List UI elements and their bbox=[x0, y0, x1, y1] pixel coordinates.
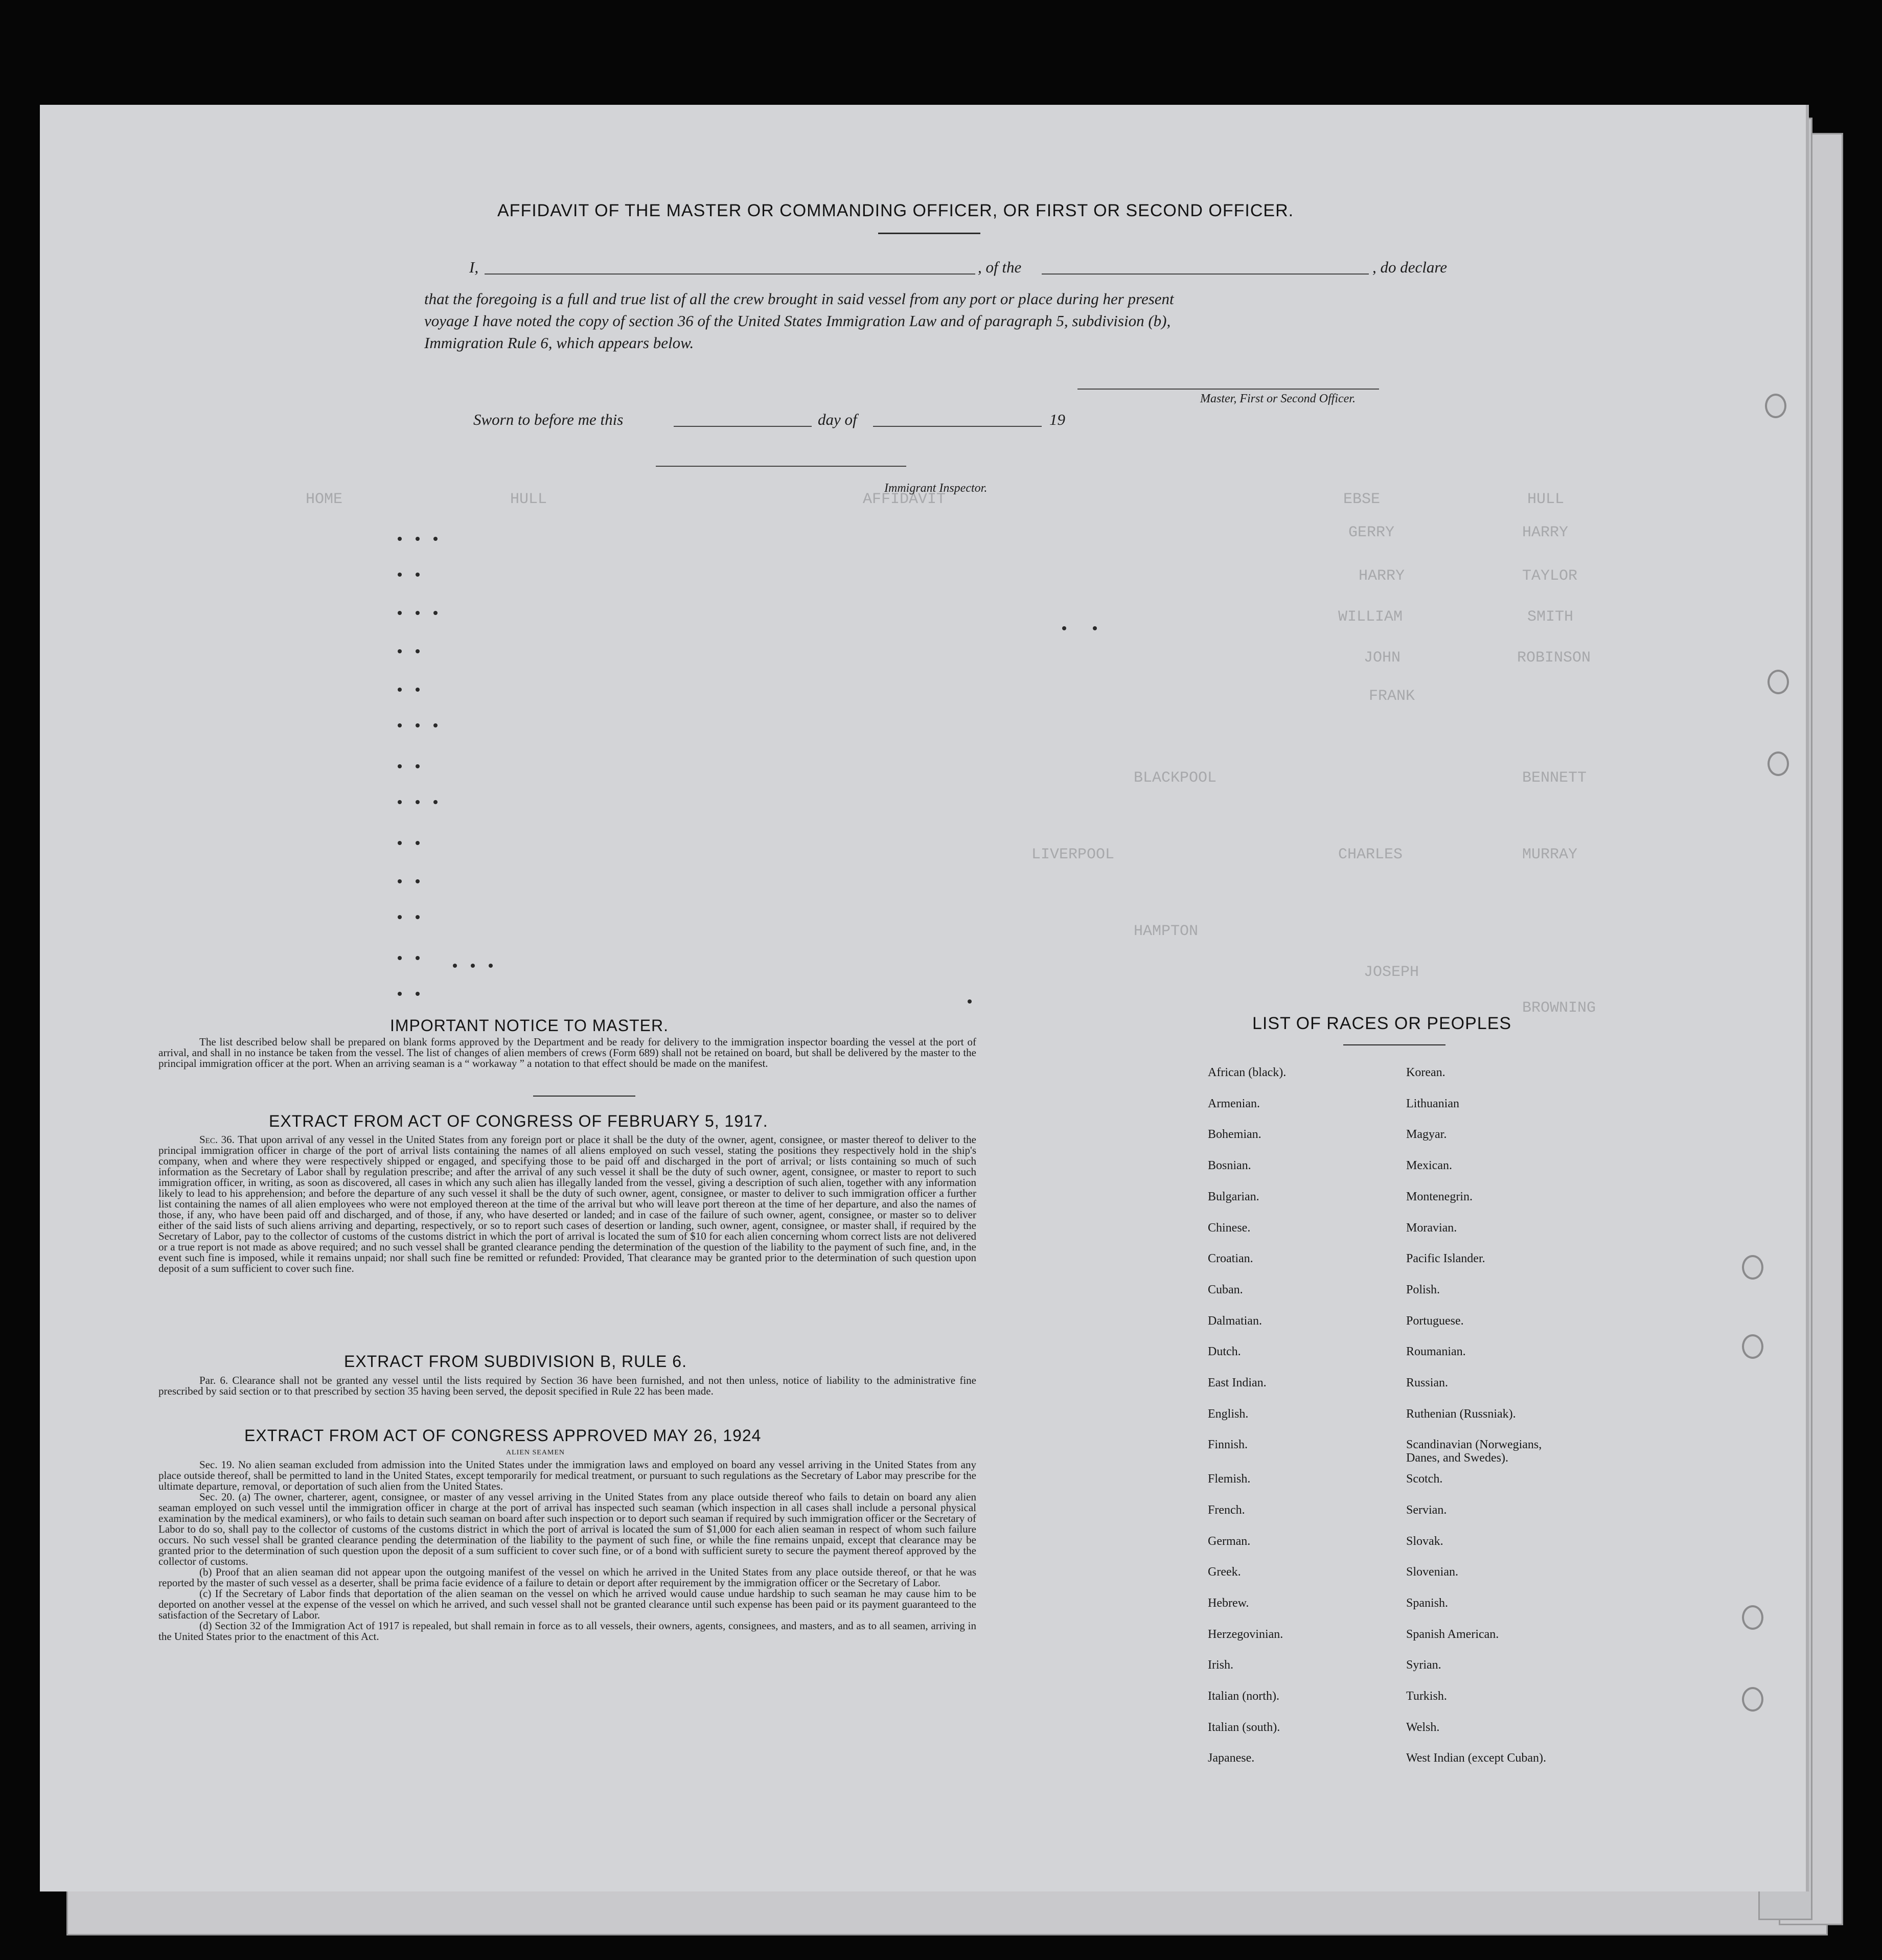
race-item: Spanish. bbox=[1406, 1596, 1449, 1610]
inspector-signature-field[interactable] bbox=[656, 466, 906, 467]
sworn-month-field[interactable] bbox=[873, 426, 1042, 427]
affidavit-line-3: Immigration Rule 6, which appears below. bbox=[424, 334, 694, 352]
affidavit-title-rule bbox=[878, 233, 980, 234]
declarant-name-field[interactable] bbox=[485, 274, 975, 275]
race-item: Lithuanian bbox=[1406, 1097, 1459, 1110]
race-item: French. bbox=[1208, 1503, 1245, 1517]
manifest-page: HOME HULL AFFIDAVIT EBSE HULL GERRY HARRY HARRY TAYLOR WILLIAM SMITH JOHN ROBINSON FRANK BENNETT CHARLES MURRAY BLACKPOOL LIVERPOOL HAMPTON JOSEPH BROWNING AFFIDAVIT OF THE MASTER OR COMMANDING OFFICER, OR FIRST OR SECOND OFFICER. I, , of the , do declare that the foregoing is a full and true list of all the crew brought in said vessel from any port or place during her present voyage I have noted the copy of section 36 of the United States Immigration Law and of paragraph 5, subdivision (b), Immigration Rule 6, which appears below. Master, First or Second Officer. Sworn to before me this day of 19 Immigrant Inspector. IMPORTANT NOTICE TO MASTER. The list described below shall be prepared on blank forms approved by the Department and be ready for delivery to the immigration inspector boarding the vessel at the port of arrival, and shall in no instance be taken from the vessel. The list of changes of alien members of crews (Form 689) shall not be retained on board, but shall be delivered by the master to the principal immigration officer at the port. When an arriving seaman is a “ workaway ” a notation to that effect should be made on the manifest. EXTRACT FROM ACT OF CONGRESS OF FEBRUARY 5, 1917. Sec. 36. That upon arrival of any vessel in the United States from any foreign port or place it shall be the duty of the owner, agent, consignee, or master thereof to deliver to the principal immigration officer in charge of the port of arrival lists containing the names of all aliens employed on such vessel, stating the positions they respectively hold in the ship's company, when and where they were respectively shipped or engaged, and specifying those to be paid off and discharged in the port of arrival; or lists containing so much of such information as the Secretary of Labor shall by regulation prescribe; and after the arrival of any such vessel it shall be the duty of such owner, agent, consignee, or master to report to such immigration officer, in writing, as soon as discovered, all cases in which any such alien has illegally landed from the vessel, giving a description of such alien, together with any information likely to lead to his apprehension; and before the departure of any such vessel it shall be the duty of such owner, agent, consignee, or master to deliver to such immigration officer a further list containing the names of all alien employees who were not employed thereon at the time of the arrival but who will leave port thereon at the time of her departure, and also the names of those, if any, who have been paid off and discharged, and of those, if any, who have deserted or landed; and in case of the failure of such owner, agent, consignee, or master so to deliver either of the said lists of such aliens arriving and departing, respectively, or so to report such cases of desertion or landing, such owner, agent, consignee, or master shall, if required by the Secretary of Labor, pay to the collector of customs of the customs district in which the port of arrival is located the sum of $10 for each alien concerning whom correct lists are not delivered or a true report is not made as above required; and no such vessel shall be granted clearance pending the determination of the question of the liability to the payment of such fine, and, in the event such fine is imposed, while it remains unpaid; nor shall such fine be remitted or refunded: Provided, That clearance may be granted prior to the determination of such question upon deposit of a sum sufficient to cover such fine. EXTRACT FROM SUBDIVISION B, RULE 6. Par. 6. Clearance shall not be granted any vessel until the lists required by Section 36 have been furnished, and not then unless, notice of liability to the administrative fine prescribed by said section or to that prescribed by section 35 having been served, the deposit specified in Rule 22 has been made. EXTRACT FROM ACT OF CONGRESS APPROVED MAY 26, 1924 ALIEN SEAMEN Sec. 19. No alien seaman excluded from admission into the United States under the immigration laws and employed on board any vessel arriving in the United States from any place outside thereof, shall be permitted to land in the United States, except temporarily for medical treatment, or pursuant to such regulations as the Secretary of Labor may prescribe for the ultimate departure, removal, or deportation of such alien from the United States. Sec. 20. (a) The owner, charterer, agent, consignee, or master of any vessel arriving in the United States from any place outside thereof who fails to detain on board any alien seaman employed on such vessel until the immigration officer in charge at the port of arrival has inspected such seaman (which inspection in all cases shall include a personal physical examination by the medical examiners), or who fails to detain such seaman on board after such inspection or to deport such seaman if required by such immigration officer or the Secretary of Labor to do so, shall pay to the collector of customs of the customs district in which the port of arrival is located the sum of $1,000 for each alien seaman in respect of whom such failure occurs. No such vessel shall be granted clearance pending the determination of the liability to the payment of such fine, or while the fine remains unpaid, except that clearance may be granted prior to the determination of such question upon the deposit of a sum sufficient to cover such fine, or of a bond with sufficient surety to secure the payment thereof approved by the collector of customs. (b) Proof that an alien seaman did not appear upon the outgoing manifest of the vessel on which he arrived in the United States from any place outside thereof, or that he was reported by the master of such vessel as a deserter, shall be prima facie evidence of a failure to detain or deport after requirement by the immigration officer or the Secretary of Labor. (c) If the Secretary of Labor finds that deportation of the alien seaman on the vessel on which he arrived would cause undue hardship to such seaman he may cause him to be deported on another vessel at the expense of the vessel on which he arrived, and such vessel shall not be granted clearance until such expense has been paid or its payment guaranteed to the satisfaction of the Secretary of Labor. (d) Section 32 of the Immigration Act of 1917 is repealed, but shall remain in force as to all vessels, their owners, agents, consignees, and masters, and as to all seamen, arriving in the United States prior to the enactment of this Act. LIST OF RACES OR PEOPLES African (black). Armenian. Bohemian. Bosnian. Bulgarian. Chinese. Croatian. Cuban. Dalmatian. Dutch. East Indian. English. Finnish. Flemish. French. German. Greek. Hebrew. Herzegovinian. Irish. Italian (north). Italian (south). Japanese. Korean. Lithuanian Magyar. Mexican. Montenegrin. Moravian. Pacific Islander. Polish. Portuguese. Roumanian. Russian. Ruthenian (Russniak). Scandinavian (Norwegians, Danes, and Swedes). Scotch. Servian. Slovak. Slovenian. Spanish. Spanish American. Syrian. Turkish. Welsh. West Indian (except Cuban). bbox=[40, 105, 1809, 1891]
extract-1924-subtitle: ALIEN SEAMEN bbox=[506, 1449, 565, 1456]
race-item: Mexican. bbox=[1406, 1159, 1452, 1173]
race-item: Pacific Islander. bbox=[1406, 1252, 1485, 1266]
extract-1924-sec20c: (c) If the Secretary of Labor finds that deportation of the alien seaman on the vessel on which he arrived would cause undue hardship to such seaman he may cause him to be deported on another vessel at the expense of the vessel on which he arrived, and such vessel shall not be granted clearance until such expense has been paid or its payment guaranteed to the satisfaction of the Secretary of Labor. bbox=[158, 1587, 976, 1621]
extract-1924-title: EXTRACT FROM ACT OF CONGRESS APPROVED MAY 26, 1924 bbox=[244, 1426, 762, 1445]
race-item: Chinese. bbox=[1208, 1221, 1251, 1235]
race-item: Bosnian. bbox=[1208, 1159, 1251, 1173]
extract-1924-text bbox=[158, 1460, 976, 1642]
sworn-year-label: 19 bbox=[1049, 411, 1065, 428]
punch-hole bbox=[1742, 1334, 1763, 1359]
extract-1917-title: EXTRACT FROM ACT OF CONGRESS OF FEBRUARY 5, 1917. bbox=[269, 1112, 768, 1130]
race-item: Greek. bbox=[1208, 1565, 1241, 1579]
extract-1924-sec20a: Sec. 20. (a) The owner, charterer, agent, consignee, or master of any vessel arriving in the United States from any place outside thereof who fails to detain on board any alien seaman employed on such vessel until the immigration officer in charge at the port of arrival has inspected such seaman (which inspection in all cases shall include a personal physical examination by the medical examiners), or who fails to detain such seaman on board after such inspection or to deport such seaman if required by such immigration officer or the Secretary of Labor to do so, shall pay to the collector of customs of the customs district in which the port of arrival is located the sum of $1,000 for each alien seaman in respect of whom such failure occurs. No such vessel shall be granted clearance pending the determination of the liability to the payment of such fine, or while the fine remains unpaid, except that clearance may be granted prior to the determination of such question upon the deposit of a sum sufficient to cover such fine, or of a bond with sufficient surety to secure the payment thereof approved by the collector of customs. bbox=[158, 1491, 976, 1567]
punch-hole bbox=[1765, 394, 1786, 418]
race-item: Welsh. bbox=[1406, 1720, 1440, 1734]
extract-1917-body: That upon arrival of any vessel in the United States from any foreign port or place it shall be the duty of the owner, agent, consignee, or master thereof to deliver to the principal immigration officer in charge of the port of arrival lists containing the names of all aliens employed on such vessel, stating the positions they respectively hold in the ship's company, when and where they were respectively shipped or engaged, and specifying those to be paid off and discharged in the port of arrival; or lists containing so much of such information as the Secretary of Labor shall by regulation prescribe; and after the arrival of any such vessel it shall be the duty of such owner, agent, consignee, or master to report to such immigration officer, in writing, as soon as discovered, all cases in which any such alien has illegally landed from the vessel, giving a description of such alien, together with any information likely to lead to his apprehension; and before the departure of any such vessel it shall be the duty of such owner, agent, consignee, or master to deliver to such immigration officer a further list containing the names of all alien employees who were not employed thereon at the time of the arrival but who will leave port thereon at the time of her departure, and also the names of those, if any, who have been paid off and discharged, and of those, if any, who have deserted or landed; and in case of the failure of such owner, agent, consignee, or master so to deliver either of the said lists of such aliens arriving and departing, respectively, or so to report such cases of desertion or landing, such owner, agent, consignee, or master shall, if required by the Secretary of Labor, pay to the collector of customs of the customs district in which the port of arrival is located the sum of $10 for each alien concerning whom correct lists are not delivered or a true report is not made as above required; and no such vessel shall be granted clearance pending the determination of the question of the liability to the payment of such fine, and, in the event such fine is imposed, while it remains unpaid; nor shall such fine be remitted or refunded: Provided, That clearance may be granted prior to the determination of such question upon deposit of a sum sufficient to cover such fine. bbox=[158, 1133, 976, 1274]
race-item: Italian (south). bbox=[1208, 1720, 1280, 1734]
race-item: Scotch. bbox=[1406, 1472, 1443, 1486]
sworn-label: Sworn to before me this bbox=[473, 411, 624, 428]
race-item: German. bbox=[1208, 1534, 1251, 1548]
punch-hole bbox=[1742, 1605, 1763, 1630]
declare-label: , do declare bbox=[1372, 258, 1448, 276]
race-item: Finnish. bbox=[1208, 1438, 1248, 1452]
day-of-label: day of bbox=[818, 411, 857, 428]
races-title: LIST OF RACES OR PEOPLES bbox=[1252, 1014, 1512, 1033]
races-title-rule bbox=[1343, 1044, 1445, 1045]
of-the-label: , of the bbox=[978, 258, 1022, 276]
affidavit-line-1: that the foregoing is a full and true list of all the crew brought in said vessel from any port or place during her present bbox=[424, 290, 1174, 308]
race-item: Portuguese. bbox=[1406, 1314, 1464, 1328]
extract-rule6-title: EXTRACT FROM SUBDIVISION B, RULE 6. bbox=[344, 1352, 687, 1371]
race-item: Spanish American. bbox=[1406, 1627, 1499, 1641]
race-item: West Indian (except Cuban). bbox=[1406, 1751, 1546, 1765]
race-item: Moravian. bbox=[1406, 1221, 1457, 1235]
race-item: Cuban. bbox=[1208, 1283, 1243, 1296]
inspector-label: Immigrant Inspector. bbox=[884, 482, 988, 495]
race-item: Scandinavian (Norwegians, Danes, and Swedes). bbox=[1406, 1438, 1542, 1465]
race-item: Japanese. bbox=[1208, 1751, 1255, 1765]
extract-1924-sec19: Sec. 19. No alien seaman excluded from admission into the United States under the immigration laws and employed on board any vessel arriving in the United States from any place outside thereof, shall be permitted to land in the United States, except temporarily for medical treatment, or pursuant to such regulations as the Secretary of Labor may prescribe for the ultimate departure, removal, or deportation of such alien from the United States. bbox=[158, 1458, 976, 1492]
race-item: African (black). bbox=[1208, 1066, 1287, 1079]
extract-1917-sec: Sec. 36. bbox=[199, 1133, 235, 1146]
race-item: Bulgarian. bbox=[1208, 1190, 1259, 1203]
punch-hole bbox=[1742, 1255, 1763, 1280]
vessel-name-field[interactable] bbox=[1042, 274, 1369, 275]
race-item: Syrian. bbox=[1406, 1658, 1441, 1672]
race-item: Polish. bbox=[1406, 1283, 1440, 1296]
race-item: Herzegovinian. bbox=[1208, 1627, 1283, 1641]
race-item: Flemish. bbox=[1208, 1472, 1251, 1486]
notice-title: IMPORTANT NOTICE TO MASTER. bbox=[390, 1016, 669, 1035]
race-item: Servian. bbox=[1406, 1503, 1447, 1517]
notice-text: The list described below shall be prepared on blank forms approved by the Department and be ready for delivery to the immigration inspector boarding the vessel at the port of arrival, and shall in no instance be taken from the vessel. The list of changes of alien members of crews (Form 689) shall not be retained on board, but shall be delivered by the master to the principal immigration officer at the port. When an arriving seaman is a “ workaway ” a notation to that effect should be made on the manifest. bbox=[158, 1036, 976, 1069]
punch-hole bbox=[1768, 670, 1789, 694]
race-item: East Indian. bbox=[1208, 1376, 1267, 1389]
race-item: Hebrew. bbox=[1208, 1596, 1249, 1610]
extract-1924-sec20d: (d) Section 32 of the Immigration Act of 1917 is repealed, but shall remain in force as to all vessels, their owners, agents, consignees, and masters, and as to all seamen, arriving in the United States prior to the enactment of this Act. bbox=[158, 1620, 976, 1643]
extract-rule6-text: Par. 6. Clearance shall not be granted any vessel until the lists required by Section 36 have been furnished, and not then unless, notice of liability to the administrative fine prescribed by said section or to that prescribed by section 35 having been served, the deposit specified in Rule 22 has been made. bbox=[158, 1374, 976, 1397]
race-item: Slovak. bbox=[1406, 1534, 1443, 1548]
affidavit-title: AFFIDAVIT OF THE MASTER OR COMMANDING OFFICER, OR FIRST OR SECOND OFFICER. bbox=[497, 201, 1294, 220]
race-item: Croatian. bbox=[1208, 1252, 1253, 1266]
race-item: Dalmatian. bbox=[1208, 1314, 1262, 1328]
race-item: Turkish. bbox=[1406, 1690, 1447, 1703]
race-item: Montenegrin. bbox=[1406, 1190, 1473, 1203]
race-item: Russian. bbox=[1406, 1376, 1449, 1389]
race-item: Armenian. bbox=[1208, 1097, 1260, 1110]
punch-hole bbox=[1742, 1687, 1763, 1712]
race-item: Korean. bbox=[1406, 1066, 1445, 1079]
notice-rule bbox=[533, 1096, 635, 1097]
master-signature-label: Master, First or Second Officer. bbox=[1200, 392, 1356, 405]
master-signature-field[interactable] bbox=[1077, 389, 1379, 390]
race-item: Ruthenian (Russniak). bbox=[1406, 1407, 1516, 1421]
punch-hole bbox=[1768, 751, 1789, 776]
race-item: Magyar. bbox=[1406, 1128, 1447, 1142]
affidavit-line-2: voyage I have noted the copy of section 36 of the United States Immigration Law and of paragraph 5, subdivision (b), bbox=[424, 312, 1171, 330]
race-item: Roumanian. bbox=[1406, 1345, 1466, 1359]
extract-1924-sec20b: (b) Proof that an alien seaman did not appear upon the outgoing manifest of the vessel on which he arrived in the United States from any place outside thereof, or that he was reported by the master of such vessel as a deserter, shall be prima facie evidence of a failure to detain or deport after requirement by the immigration officer or the Secretary of Labor. bbox=[158, 1566, 976, 1589]
race-item: Dutch. bbox=[1208, 1345, 1241, 1359]
extract-1917-text bbox=[158, 1134, 976, 1274]
race-item: English. bbox=[1208, 1407, 1249, 1421]
race-item: Irish. bbox=[1208, 1658, 1233, 1672]
race-item: Italian (north). bbox=[1208, 1690, 1279, 1703]
race-item: Bohemian. bbox=[1208, 1128, 1261, 1142]
race-item: Slovenian. bbox=[1406, 1565, 1458, 1579]
sworn-day-field[interactable] bbox=[674, 426, 812, 427]
declarant-prefix: I, bbox=[469, 258, 479, 276]
